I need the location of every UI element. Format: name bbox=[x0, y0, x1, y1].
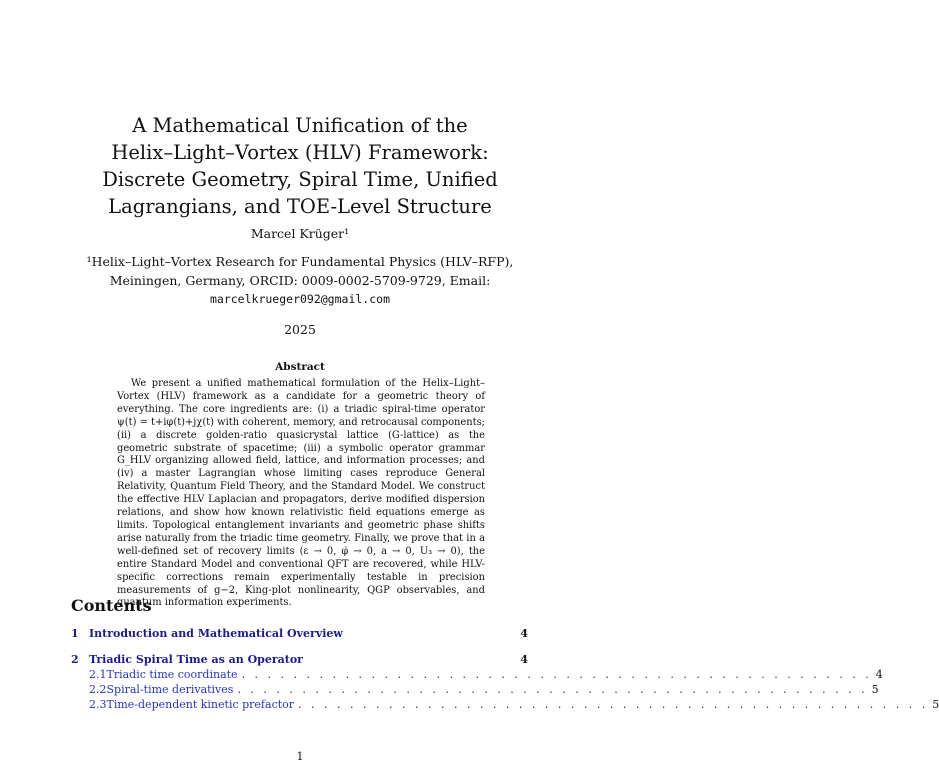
title-line: Helix–Light–Vortex (HLV) Framework: bbox=[111, 141, 489, 164]
paper-title bbox=[60, 112, 540, 220]
affiliation-line: Meiningen, Germany, ORCID: 0009-0002-5709-9729, Email: bbox=[109, 272, 491, 288]
toc-entry-spiral-time-derivatives[interactable] bbox=[71, 683, 879, 696]
author: Marcel Krüger¹ bbox=[250, 226, 350, 241]
toc-page: 4 bbox=[875, 668, 883, 681]
toc-label: Time-dependent kinetic prefactor bbox=[106, 698, 295, 711]
abstract-text: We present a unified mathematical formulation of the Helix–Light–Vortex (HLV) framework as a candidate for a geometric theory of everything. The core ingredients are: (i) a triadic spiral-time operator ψ(t) = t+iφ(t)+jχ(t) with coherent, memory, and retrocausal components; (ii) a discrete golden-ratio quasicrystal lattice (G-lattice) as the geometric substrate of spacetime; (iii) a symbolic operator grammar G_HLV organizing allowed field, lattice, and information processes; and (iv) a master Lagrangian whose limiting cases reproduce General Relativity, Quantum Field Theory, and the Standard Model. We construct the effective HLV Laplacian and propagators, derive modified dispersion relations, and show how known relativistic field equations emerge as limits. Topological entanglement invariants and geometric phase shifts arise naturally from the triadic time geometry. Finally, we prove that in a well-defined set of recovery limits (ε → 0, φ̇ → 0, a → 0, U₃ → 0), the entire Standard Model and conventional QFT are recovered, while HLV-specific corrections remain experimentally testable in precision measurements of g−2, King-plot nonlinearity, QGP observables, and quantum information experiments. bbox=[117, 378, 485, 609]
toc-page: 4 bbox=[520, 653, 528, 666]
toc-leader: . . . . . . . . . . . . . . . . . . . . . . . . . . . . . . . . . . . . . . . . . . . . . . . . . bbox=[241, 668, 872, 681]
title-line: Lagrangians, and TOE-Level Structure bbox=[108, 195, 492, 218]
toc-entry-kinetic-prefactor[interactable] bbox=[71, 698, 939, 711]
toc-number: 2.1 bbox=[89, 668, 107, 681]
toc-number: 2 bbox=[71, 653, 79, 666]
title-line: A Mathematical Unification of the bbox=[132, 114, 468, 137]
toc-number: 2.3 bbox=[89, 698, 107, 711]
toc-entry-triadic-spiral-time[interactable] bbox=[71, 653, 528, 666]
toc-page: 5 bbox=[871, 683, 879, 696]
affiliation-line: ¹Helix–Light–Vortex Research for Fundamental Physics (HLV–RFP), bbox=[86, 254, 514, 269]
year: 2025 bbox=[284, 322, 316, 337]
toc-number: 2.2 bbox=[89, 683, 107, 696]
toc-page: 5 bbox=[932, 698, 939, 711]
toc-entry-triadic-time-coordinate[interactable] bbox=[71, 668, 883, 681]
toc-page: 4 bbox=[520, 627, 528, 640]
toc-label: Introduction and Mathematical Overview bbox=[89, 627, 343, 640]
affiliation bbox=[70, 253, 530, 309]
toc-label: Triadic time coordinate bbox=[106, 668, 238, 681]
email-link[interactable]: marcelkrueger092@gmail.com bbox=[209, 292, 390, 306]
toc-entry-introduction[interactable] bbox=[71, 627, 528, 640]
toc-leader: . . . . . . . . . . . . . . . . . . . . . . . . . . . . . . . . . . . . . . . . . . . . . . . . . bbox=[298, 698, 929, 711]
toc-leader: . . . . . . . . . . . . . . . . . . . . . . . . . . . . . . . . . . . . . . . . . . . . . . . . . bbox=[237, 683, 868, 696]
title-line: Discrete Geometry, Spiral Time, Unified bbox=[102, 168, 498, 191]
toc-label: Spiral-time derivatives bbox=[106, 683, 234, 696]
contents-heading: Contents bbox=[71, 596, 152, 615]
page-number: 1 bbox=[296, 750, 304, 763]
abstract-heading: Abstract bbox=[275, 361, 325, 373]
toc-number: 1 bbox=[71, 627, 79, 640]
toc-label: Triadic Spiral Time as an Operator bbox=[89, 653, 303, 666]
